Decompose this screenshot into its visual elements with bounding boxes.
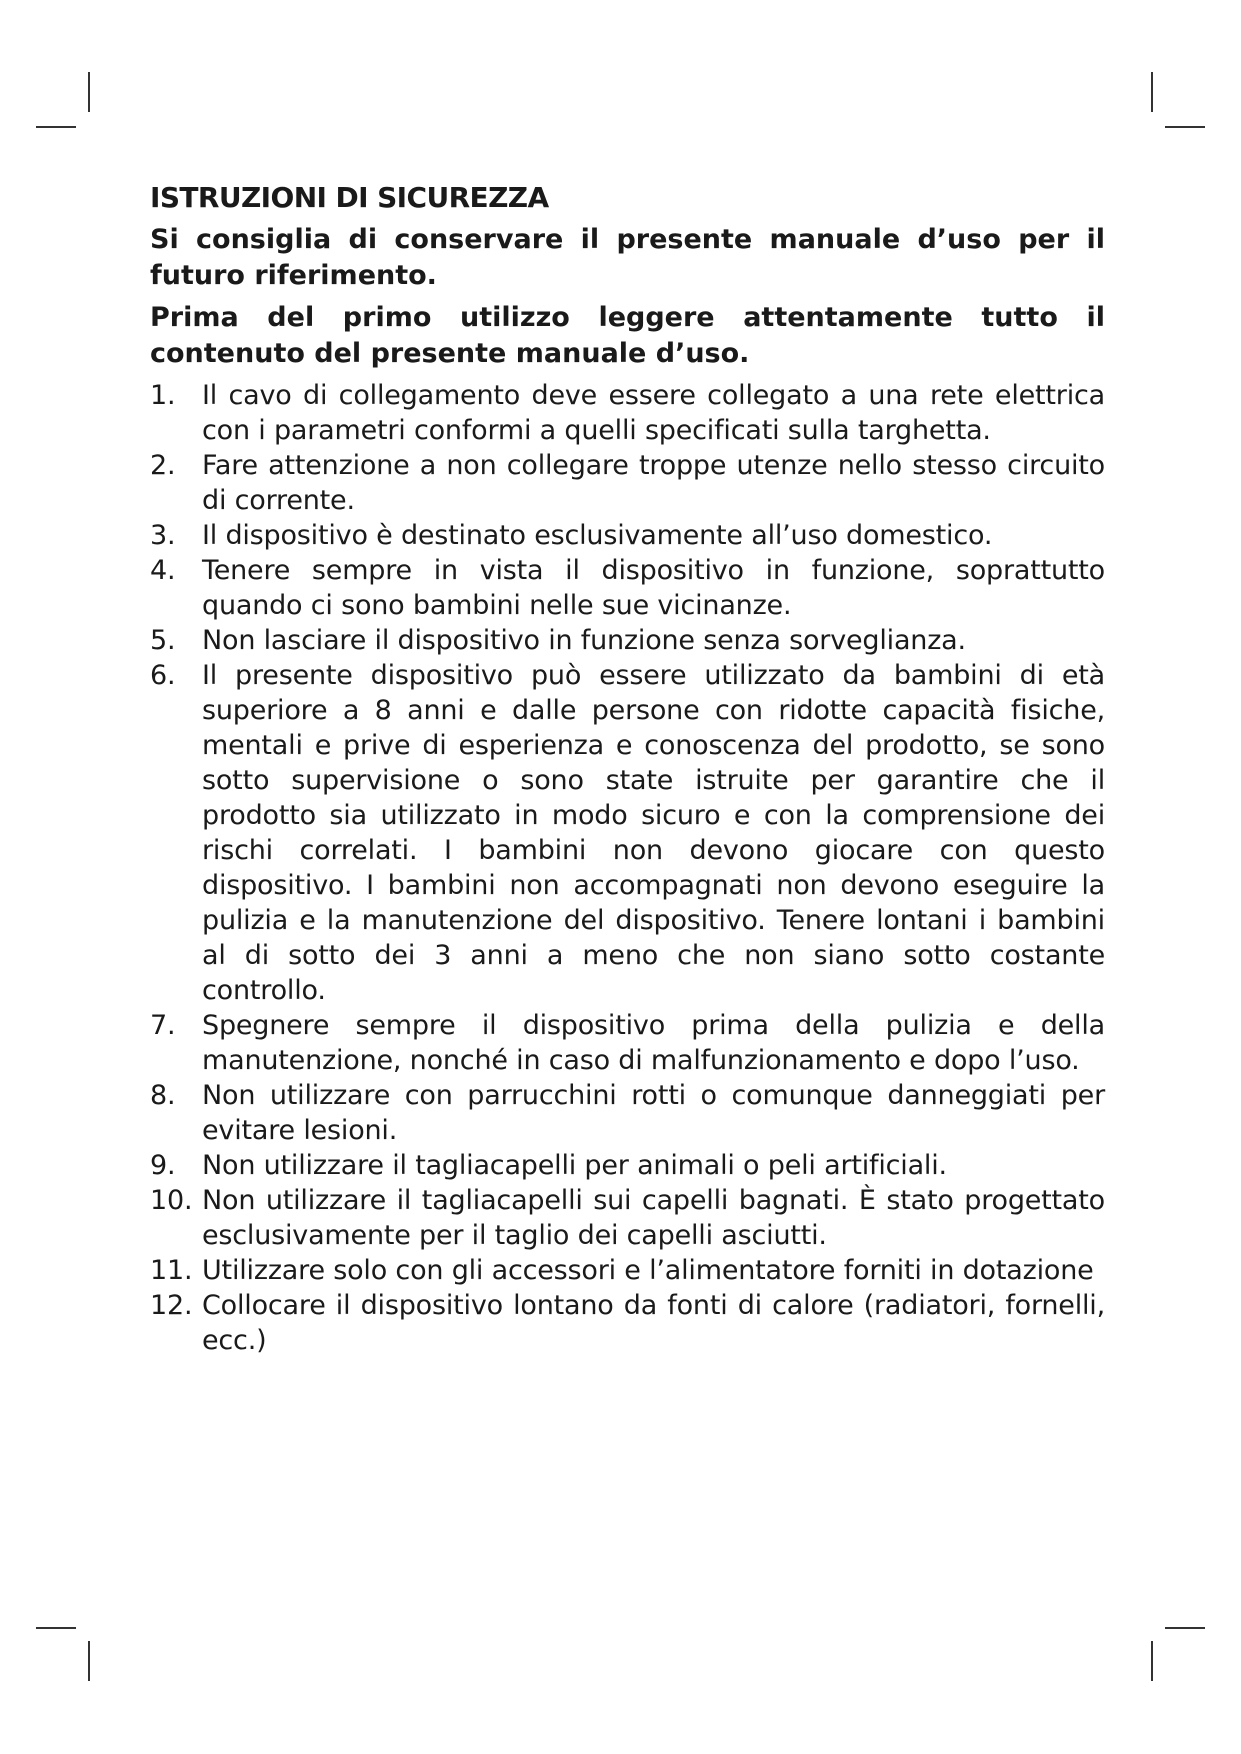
list-item [150, 378, 1105, 448]
item-text: Il cavo di collegamento deve essere collegato a una rete elettrica con i parametri conformi a quelli specificati sulla targhetta. [202, 380, 1105, 446]
list-item [150, 623, 1105, 658]
crop-mark-bottom-left-vertical [88, 1641, 90, 1681]
item-text: Collocare il dispositivo lontano da fonti di calore (radiatori, fornelli, ecc.) [202, 1290, 1105, 1356]
intro-read-carefully: Prima del primo utilizzo leggere attentamente tutto il contenuto del presente manuale d’uso. [150, 302, 1105, 369]
list-item [150, 1148, 1105, 1183]
safety-instructions-list [150, 378, 1105, 1358]
item-number: 7. [150, 1010, 176, 1041]
item-number: 2. [150, 450, 176, 481]
crop-mark-bottom-right-horizontal [1165, 1627, 1205, 1629]
item-text: Non lasciare il dispositivo in funzione senza sorveglianza. [202, 625, 966, 656]
crop-mark-bottom-left-horizontal [36, 1627, 76, 1629]
item-text: Il dispositivo è destinato esclusivamente all’uso domestico. [202, 520, 993, 551]
crop-mark-bottom-right-vertical [1151, 1641, 1153, 1681]
item-number: 12. [150, 1290, 193, 1321]
page-title: ISTRUZIONI DI SICUREZZA [150, 181, 549, 214]
item-number: 6. [150, 660, 176, 691]
item-number: 11. [150, 1255, 193, 1286]
list-item [150, 1253, 1105, 1288]
item-number: 9. [150, 1150, 176, 1181]
item-number: 5. [150, 625, 176, 656]
crop-mark-top-right-vertical [1151, 72, 1153, 112]
manual-page [150, 180, 1105, 1358]
crop-mark-top-right-horizontal [1165, 126, 1205, 128]
item-text: Non utilizzare il tagliacapelli per animali o peli artificiali. [202, 1150, 947, 1181]
list-item [150, 1008, 1105, 1078]
crop-mark-top-left-vertical [88, 72, 90, 112]
intro-keep-manual: Si consiglia di conservare il presente manuale d’uso per il futuro riferimento. [150, 224, 1105, 291]
item-number: 1. [150, 380, 176, 411]
item-text: Utilizzare solo con gli accessori e l’alimentatore forniti in dotazione [202, 1255, 1094, 1286]
item-text: Fare attenzione a non collegare troppe utenze nello stesso circuito di corrente. [202, 450, 1105, 516]
item-text: Il presente dispositivo può essere utilizzato da bambini di età superiore a 8 anni e dalle persone con ridotte capacità fisiche, mentali e prive di esperienza e conoscenza del prodotto, se sono sotto supervisione o sono state istruite per garantire che il prodotto sia utilizzato in modo sicuro e con la comprensione dei rischi correlati. I bambini non devono giocare con questo dispositivo. I bambini non accompagnati non devono eseguire la pulizia e la manutenzione del dispositivo. Tenere lontani i bambini al di sotto dei 3 anni a meno che non siano sotto costante controllo. [202, 660, 1105, 1006]
list-item [150, 553, 1105, 623]
list-item [150, 658, 1105, 1008]
list-item [150, 518, 1105, 553]
item-number: 10. [150, 1185, 193, 1216]
item-text: Spegnere sempre il dispositivo prima della pulizia e della manutenzione, nonché in caso di malfunzionamento e dopo l’uso. [202, 1010, 1105, 1076]
list-item [150, 1183, 1105, 1253]
item-text: Tenere sempre in vista il dispositivo in funzione, soprattutto quando ci sono bambini nelle sue vicinanze. [202, 555, 1105, 621]
item-text: Non utilizzare il tagliacapelli sui capelli bagnati. È stato progettato esclusivamente per il taglio dei capelli asciutti. [202, 1185, 1105, 1251]
item-text: Non utilizzare con parrucchini rotti o comunque danneggiati per evitare lesioni. [202, 1080, 1105, 1146]
crop-mark-top-left-horizontal [36, 126, 76, 128]
item-number: 4. [150, 555, 176, 586]
list-item [150, 1078, 1105, 1148]
item-number: 8. [150, 1080, 176, 1111]
list-item [150, 448, 1105, 518]
item-number: 3. [150, 520, 176, 551]
list-item [150, 1288, 1105, 1358]
